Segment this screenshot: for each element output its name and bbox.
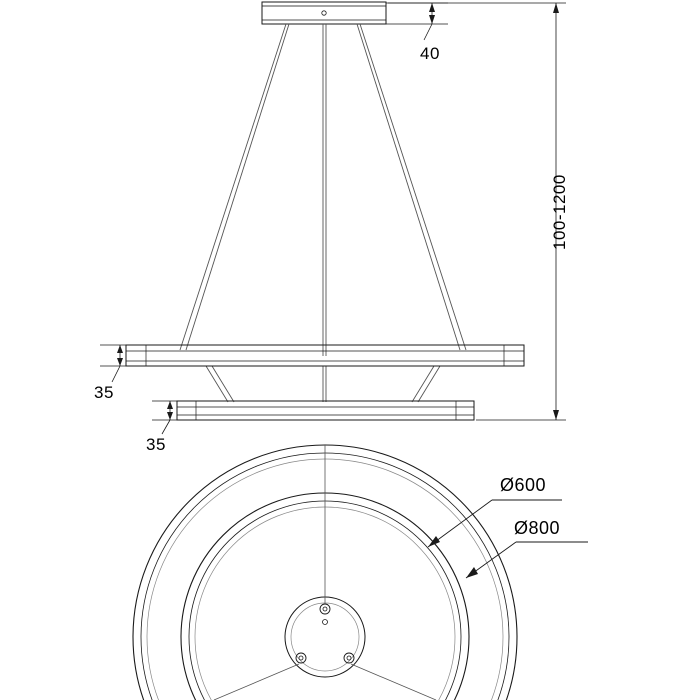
dimension-label-inner-ring-diameter: Ø600 [500,475,547,495]
ceiling-canopy [262,2,386,24]
dimension-label-suspension-range: 100-1200 [550,174,569,250]
dimension-label-canopy-height: 40 [420,44,440,63]
dimension-suspension-range [388,3,566,420]
leader-outer-diameter [466,542,588,578]
cable-projections-plan [214,445,436,700]
dimension-label-outer-ring-diameter: Ø800 [514,518,561,538]
dimension-canopy-height [386,3,448,40]
dimension-upper-ring-thickness [100,345,126,382]
upper-ring-profile [126,345,524,366]
dimension-label-upper-ring-thickness: 35 [94,383,114,402]
dimension-lower-ring-thickness [152,401,177,434]
dimension-label-lower-ring-thickness: 35 [146,435,166,454]
front-view [100,2,566,434]
lower-ring-profile [177,401,474,420]
